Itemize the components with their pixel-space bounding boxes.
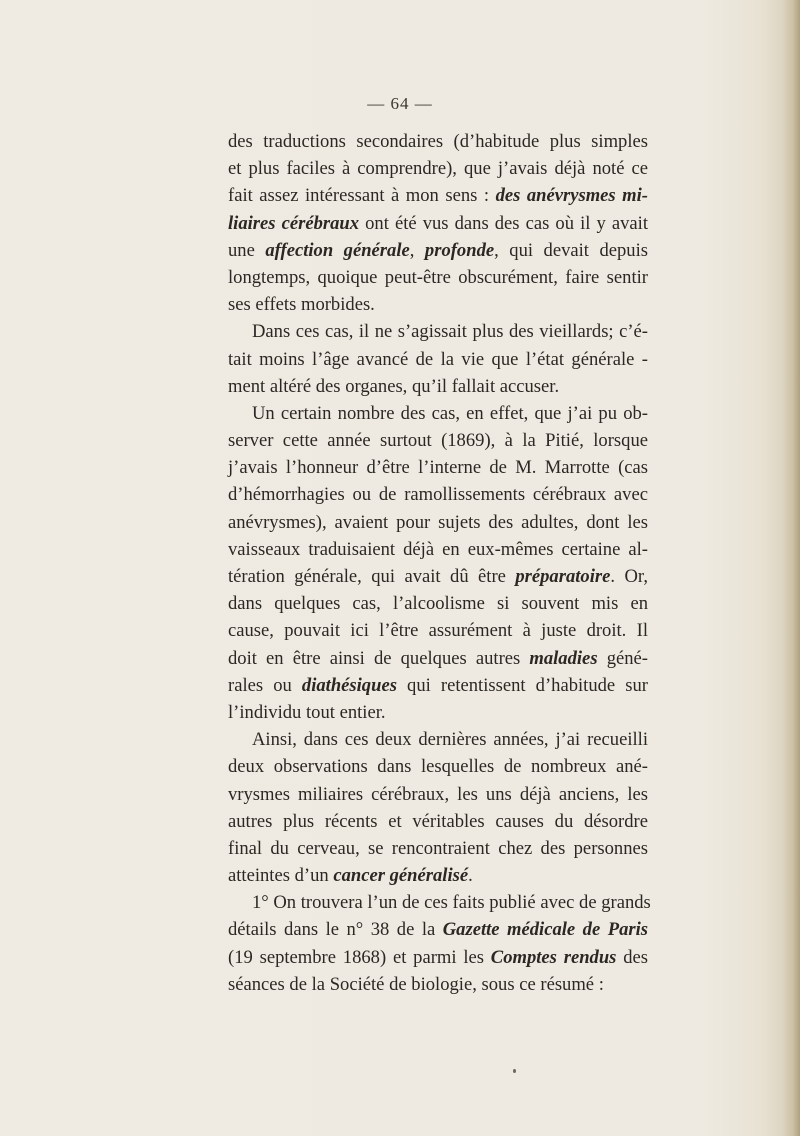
text-line: ment altéré des organes, qu’il fallait accuser. bbox=[228, 375, 560, 397]
emphasized-text: Comptes rendus bbox=[490, 946, 617, 968]
text-line: des traductions secondaires (d’habitude plus simples bbox=[228, 131, 648, 152]
emphasized-text: profonde bbox=[424, 239, 495, 261]
text-line: cause, pouvait ici l’être assurément à juste droit. Il bbox=[228, 620, 648, 642]
emphasized-text: préparatoire bbox=[515, 566, 611, 587]
emphasized-text: cancer généralisé bbox=[333, 865, 469, 887]
text-line: dans quelques cas, l’alcoolisme si souvent mis en bbox=[228, 593, 648, 615]
emphasized-text: Gazette médicale de Paris bbox=[442, 919, 648, 941]
text-line: deux observations dans lesquelles de nombreux ané- bbox=[228, 756, 648, 778]
text-line: séances de la Société de biologie, sous ce résumé : bbox=[228, 973, 604, 995]
text-line: liaires cérébraux ont été vus dans des cas où il y avait bbox=[228, 212, 648, 234]
text-line: vrysmes miliaires cérébraux, les uns déjà anciens, les bbox=[228, 783, 648, 805]
text-line: tait moins l’âge avancé de la vie que l’état générale - bbox=[228, 348, 648, 370]
text-line: détails dans le n° 38 de la Gazette médicale de Paris bbox=[228, 919, 648, 941]
emphasized-text: diathésiques bbox=[301, 674, 397, 696]
emphasized-text: maladies bbox=[529, 647, 598, 669]
text-line: longtemps, quoique peut-être obscurément, faire sentir bbox=[228, 266, 648, 288]
ink-speck bbox=[513, 1069, 516, 1073]
text-line: et plus faciles à comprendre), que j’avais déjà noté ce bbox=[228, 158, 648, 180]
text-line: Dans ces cas, il ne s’agissait plus des vieillards; c’é- bbox=[252, 321, 648, 343]
emphasized-text: affection générale bbox=[265, 239, 410, 261]
text-line: tération générale, qui avait dû être préparatoire. Or, bbox=[228, 566, 648, 587]
text-line: 1° On trouvera l’un de ces faits publié avec de grands bbox=[252, 892, 651, 914]
emphasized-text: des anévrysmes mi- bbox=[495, 185, 648, 207]
text-line: (19 septembre 1868) et parmi les Comptes rendus des bbox=[228, 946, 649, 968]
text-line: d’hémorrhagies ou de ramollissements cérébraux avec bbox=[228, 484, 648, 506]
text-line: vaisseaux traduisaient déjà en eux-mêmes certaine al- bbox=[228, 538, 648, 560]
body-text bbox=[228, 128, 651, 998]
text-line: Ainsi, dans ces deux dernières années, j’ai recueilli bbox=[252, 729, 648, 751]
text-line: l’individu tout entier. bbox=[228, 701, 386, 723]
text-line: final du cerveau, se rencontraient chez des personnes bbox=[228, 837, 648, 859]
text-line: une affection générale, profonde, qui devait depuis bbox=[228, 239, 648, 261]
text-line: atteintes d’un cancer généralisé. bbox=[228, 865, 473, 887]
emphasized-text: liaires cérébraux bbox=[228, 212, 360, 234]
text-line: ses effets morbides. bbox=[228, 294, 375, 316]
text-line: anévrysmes), avaient pour sujets des adultes, dont les bbox=[228, 511, 648, 533]
text-line: server cette année surtout (1869), à la Pitié, lorsque bbox=[228, 430, 648, 452]
text-line: Un certain nombre des cas, en effet, que j’ai pu ob- bbox=[252, 402, 648, 424]
text-line: autres plus récents et véritables causes du désordre bbox=[228, 810, 648, 832]
text-line: doit en être ainsi de quelques autres maladies géné- bbox=[228, 647, 648, 669]
text-line: j’avais l’honneur d’être l’interne de M. Marrotte (cas bbox=[228, 457, 648, 479]
text-line: fait assez intéressant à mon sens : des anévrysmes mi- bbox=[228, 185, 648, 207]
text-line: rales ou diathésiques qui retentissent d’habitude sur bbox=[228, 674, 648, 696]
page-edge-shadow bbox=[782, 0, 800, 1136]
page-number: — 64 — bbox=[367, 94, 433, 113]
